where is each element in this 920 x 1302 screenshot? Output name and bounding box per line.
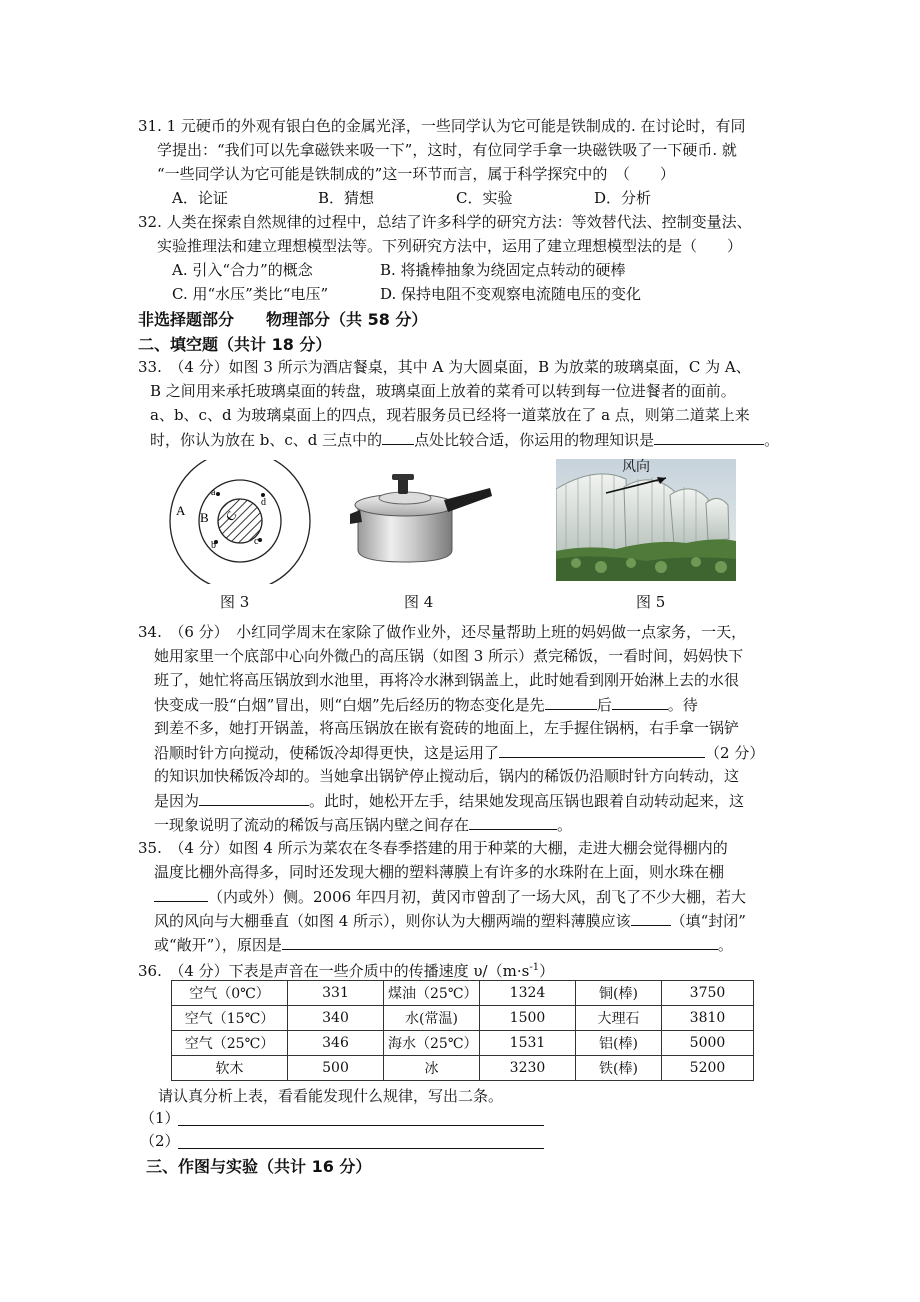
table-cell: 331 [288,981,384,1006]
figure5-greenhouse-photo [556,459,736,581]
q34-line4-text-c: 。待 [667,696,698,714]
table-cell: 5200 [662,1056,754,1081]
table-cell: 5000 [662,1031,754,1056]
fig3-label-C: C [222,508,240,524]
q32-option-b: B. 将撬棒抽象为绕固定点转动的硬棒 [380,261,626,279]
q34-line7: 的知识加快稀饭冷却的。当她拿出锅铲停止搅动后，锅内的稀饭仍沿顺时针方向转动，这 [154,767,740,785]
q35-line4-text-b: （填“封闭” [670,912,746,930]
q31-option-c: C．实验 [456,189,513,207]
q35-line5-text-a: 或“敞开”），原因是 [154,936,282,954]
q31-line1: 31. 1 元硬币的外观有银白色的金属光泽，一些同学认为它可能是铁制成的. 在讨论时，有同 [138,117,746,135]
table-cell: 3810 [662,1006,754,1031]
table-cell: 3230 [480,1056,576,1081]
q34-line8-text-b: 。此时，她松开左手，结果她发现高压锅也跟着自动转动起来，这 [309,792,745,810]
q34-line9-text-b: 。 [557,816,573,834]
fig5-wind-label: 风向 [622,459,650,475]
table-cell: 1500 [480,1006,576,1031]
table-cell: 空气（25℃） [172,1031,288,1056]
q34-line8 [154,789,744,812]
section-draw-heading: 三、作图与实验（共计 16 分） [146,1157,372,1176]
table-cell: 3750 [662,981,754,1006]
table-cell: 大理石 [576,1006,662,1031]
q33-line4-text-b: 点处比较合适，你运用的物理知识是 [414,431,655,449]
point-a [216,492,220,496]
greenhouse-3 [670,489,710,545]
q34-line6-text-b: （2 分） [705,744,765,762]
q34-line9 [154,813,572,836]
q34-line8-text-a: 是因为 [154,792,200,810]
q35-line4 [154,909,746,932]
q34-line4-text-b: 后 [596,696,612,714]
q36-unit-exponent: -1 [529,962,540,973]
table-cell: 346 [288,1031,384,1056]
table-cell: 水(常温) [384,1006,480,1031]
q36-answer2-line[interactable] [178,1147,544,1149]
fig3-label-d: d [261,497,266,508]
q35-line5 [154,933,733,956]
q32-line1: 32. 人类在探索自然规律的过程中，总结了许多科学的研究方法：等效替代法、控制变量法、 [138,213,752,231]
q33-line4-text-c: 。 [764,431,780,449]
table-cell: 铁(棒) [576,1056,662,1081]
q34-blank-change2[interactable] [612,693,668,710]
q33-line4-text-a: 时，你认为放在 b、c、d 三点中的 [150,431,383,449]
q33-blank-point[interactable] [382,428,414,445]
q36-answer1-line[interactable] [178,1124,544,1126]
table-cell: 空气（0℃） [172,981,288,1006]
table-cell: 空气（15℃） [172,1006,288,1031]
q36-answer1-label: （1） [140,1109,180,1127]
q32-line2: 实验推理法和建立理想模型法等。下列研究方法中，运用了建立理想模型法的是（ ） [157,237,743,255]
figure3-caption: 图 3 [220,593,250,611]
q31-line3: “一些同学认为它可能是铁制成的”这一环节而言，属于科学探究中的 （ ） [157,165,675,183]
q35-blank-film[interactable] [631,909,671,926]
q32-option-a: A. 引入“合力”的概念 [172,261,313,279]
q35-line3-text: （内或外）侧。2006 年四月初，黄冈市曾刮了一场大风，刮飞了不少大棚，若大 [208,888,746,906]
q32-option-c: C. 用“水压”类比“电压” [172,285,329,303]
fig3-label-a: a [211,487,216,498]
q33-line2: B 之间用来承托玻璃桌面的转盘，玻璃桌面上放着的菜肴可以转到每一位进餐者的面前。 [150,382,736,400]
fig3-label-b: b [211,540,216,551]
q34-blank-method[interactable] [499,741,705,758]
q31-option-d: D．分析 [594,189,652,207]
q31-option-b: B．猜想 [318,189,375,207]
table-cell: 冰 [384,1056,480,1081]
q33-line1: 33. （4 分）如图 3 所示为酒店餐桌，其中 A 为大圆桌面，B 为放菜的玻璃桌面，C 为 A、 [138,358,751,376]
q36-line1-end: ） [539,962,555,980]
q35-line3 [154,885,746,908]
q34-blank-reason[interactable] [199,789,309,806]
greenhouse-2 [624,480,676,551]
figure5-caption: 图 5 [636,593,666,611]
q34-line2: 她用家里一个底部中心向外微凸的高压锅（如图 3 所示）煮完稀饭，一看时间，妈妈快下 [154,647,744,665]
table-row [172,981,754,1006]
q36-line1 [138,957,554,982]
cooker-handle-right [444,488,492,512]
table-cell: 铝(棒) [576,1031,662,1056]
fig3-label-A: A [176,503,186,518]
point-c [258,538,262,542]
table-row [172,1006,754,1031]
q36-prompt: 请认真分析上表，看看能发现什么规律，写出二条。 [158,1087,504,1105]
q35-line5-text-b: 。 [717,936,733,954]
section-fill-heading: 二、填空题（共计 18 分） [138,335,332,354]
q31-option-a: A．论证 [172,189,228,207]
figure4-caption: 图 4 [404,593,434,611]
table-cell: 500 [288,1056,384,1081]
q31-line2: 学提出：“我们可以先拿磁铁来吸一下”，这时，有位同学手拿一块磁铁吸了一下硬币. 就 [157,141,737,159]
table-cell: 铜(棒) [576,981,662,1006]
sound-speed-table [171,980,754,1081]
table-cell: 340 [288,1006,384,1031]
q34-line9-text-a: 一现象说明了流动的稀饭与高压锅内壁之间存在 [154,816,470,834]
q33-line3: a、b、c、d 为玻璃桌面上的四点，现若服务员已经将一道菜放在了 a 点，则第二道菜上来 [150,406,750,424]
q34-line5: 到差不多，她打开锅盖，将高压锅放在嵌有瓷砖的地面上，左手握住锅柄，右手拿一锅铲 [154,719,740,737]
q36-answer2-label: （2） [140,1132,180,1150]
q35-line2: 温度比棚外高得多，同时还发现大棚的塑料薄膜上有许多的水珠附在上面，则水珠在棚 [154,863,725,881]
q35-blank-side[interactable] [154,885,208,902]
q36-line1-text: 36. （4 分）下表是声音在一些介质中的传播速度 υ/（m·s [138,962,530,980]
table-cell: 海水（25℃） [384,1031,480,1056]
q34-blank-friction[interactable] [469,813,557,830]
table-cell: 1324 [480,981,576,1006]
q34-line1: 34. （6 分） 小红同学周末在家除了做作业外，还尽量帮助上班的妈妈做一点家务，一天， [138,623,747,641]
q34-blank-change1[interactable] [545,693,597,710]
fig3-label-B: B [200,510,209,525]
q34-line6 [154,741,764,764]
q34-line4 [154,693,698,716]
q34-line3: 班了，她忙将高压锅放到水池里，再将冷水淋到锅盖上，此时她看到刚开始淋上去的水很 [154,671,740,689]
table-cell: 1531 [480,1031,576,1056]
figure3-table-diagram [168,460,312,584]
section-nonchoice-heading: 非选择题部分 物理部分（共 58 分） [138,310,428,329]
fig3-label-c: c [254,536,259,547]
q35-line1: 35. （4 分）如图 4 所示为菜农在冬春季搭建的用于种菜的大棚，走进大棚会觉得棚内的 [138,839,728,857]
greenhouse-1 [556,474,628,559]
table-cell: 软木 [172,1056,288,1081]
q32-option-d: D. 保持电阻不变观察电流随电压的变化 [380,285,642,303]
figure4-pressure-cooker [340,470,496,566]
cooker-handle-left [350,510,362,524]
table-row [172,1031,754,1056]
table-cell: 煤油（25℃） [384,981,480,1006]
q33-blank-knowledge[interactable] [654,428,764,445]
q33-line4 [150,428,779,451]
q35-line4-text-a: 风的风向与大棚垂直（如图 4 所示），则你认为大棚两端的塑料薄膜应该 [154,912,631,930]
q35-blank-reason[interactable] [282,933,718,950]
table-row [172,1056,754,1081]
q34-line4-text-a: 快变成一股“白烟”冒出，则“白烟”先后经历的物态变化是先 [154,696,545,714]
q34-line6-text-a: 沿顺时针方向搅动，使稀饭冷却得更快，这是运用了 [154,744,500,762]
